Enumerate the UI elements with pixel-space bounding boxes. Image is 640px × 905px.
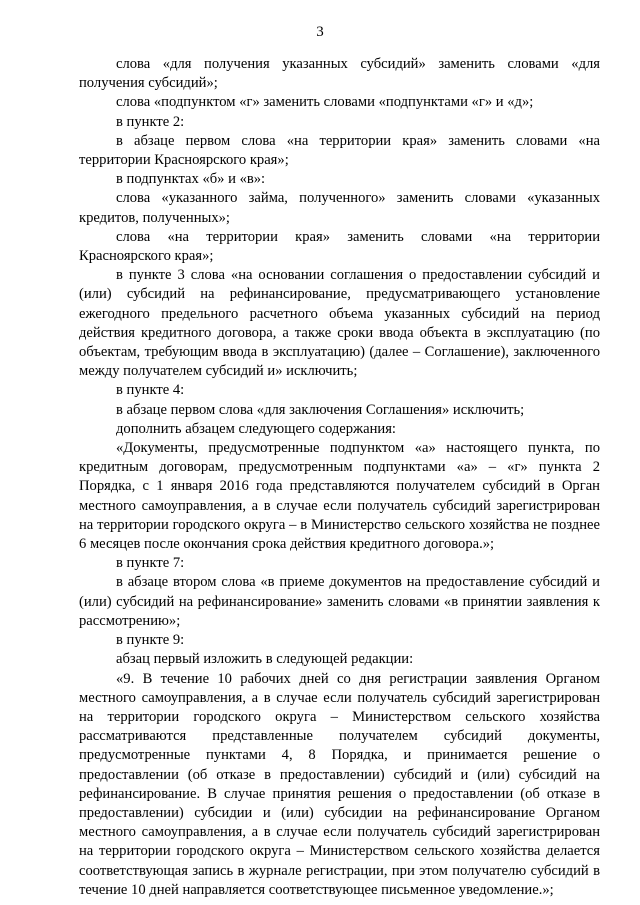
paragraph: в абзаце втором слова «в приеме документов на предоставление субсидий и (или) субсидий на рефинансирование» заменить словами «в принятии заявления к рассмотрению»; xyxy=(79,574,600,629)
paragraph: в подпунктах «б» и «в»: xyxy=(116,171,266,188)
paragraph: дополнить абзацем следующего содержания: xyxy=(116,420,396,437)
paragraph: абзац первый изложить в следующей редакции: xyxy=(116,651,414,668)
paragraph: в пункте 2: xyxy=(116,113,185,130)
paragraph: слова «на территории края» заменить словами «на территории Красноярского края»; xyxy=(79,228,600,265)
paragraph: «Документы, предусмотренные подпунктом «а» настоящего пункта, по кредитным договорам, предусмотренным подпунктами «а» – «г» пункта 2 Порядка, с 1 января 2016 года представляются получателем субсидий в Орган местного самоуправления, а в случае если получатель субсидий зарегистрирован на территории городского округа – в Министерство сельского хозяйства не позднее 6 месяцев после окончания срока действия кредитного договора.»; xyxy=(79,440,600,553)
paragraph: в абзаце первом слова «на территории края» заменить словами «на территории Красноярского края»; xyxy=(79,132,600,169)
paragraph: слова «указанного займа, полученного» заменить словами «указанных кредитов, полученных»; xyxy=(79,190,600,226)
paragraph: в абзаце первом слова «для заключения Соглашения» исключить; xyxy=(116,401,525,418)
paragraph: в пункте 9: xyxy=(116,632,185,649)
paragraph: в пункте 3 слова «на основании соглашения о предоставлении субсидий и (или) субсидий на рефинансирование, предусматривающего установление ежегодного предельного расчетного объема указанных субсидий на период действия кредитного договора, а также сроки ввода объекта в эксплуатацию (по объектам, требующим ввода в эксплуатацию) (далее – Соглашение), заключенного между получателем субсидий и» исключить; xyxy=(79,267,600,380)
paragraph: в пункте 7: xyxy=(116,555,185,572)
paragraph: в пункте 4: xyxy=(116,382,185,399)
paragraph: слова «подпунктом «г» заменить словами «подпунктами «г» и «д»; xyxy=(116,94,534,111)
page-number: 3 xyxy=(316,24,324,40)
paragraph: слова «для получения указанных субсидий» заменить словами «для получения субсидий»; xyxy=(79,56,600,92)
paragraph: «9. В течение 10 рабочих дней со дня регистрации заявления Органом местного самоуправления, а в случае если получатель субсидий зарегистрирован на территории городского округа – Министерством сельского хозяйства рассматриваются представленные получателем субсидий документы, предусмотренные пунктами 4, 8 Порядка, и принимается решение о предоставлении (об отказе в предоставлении) субсидий и (или) субсидий на рефинансирование. В случае принятия решения о предоставлении (об отказе в предоставлении) субсидии и (или) субсидии на рефинансирование Органом местного самоуправления, а в случае если получатель субсидий зарегистрирован на территории городского округа – Министерством сельского хозяйства делается соответствующая запись в журнале регистрации, при этом получателю субсидий в течение 10 дней направляется соответствующее письменное уведомление.»; xyxy=(79,670,600,898)
document-body xyxy=(79,55,600,900)
